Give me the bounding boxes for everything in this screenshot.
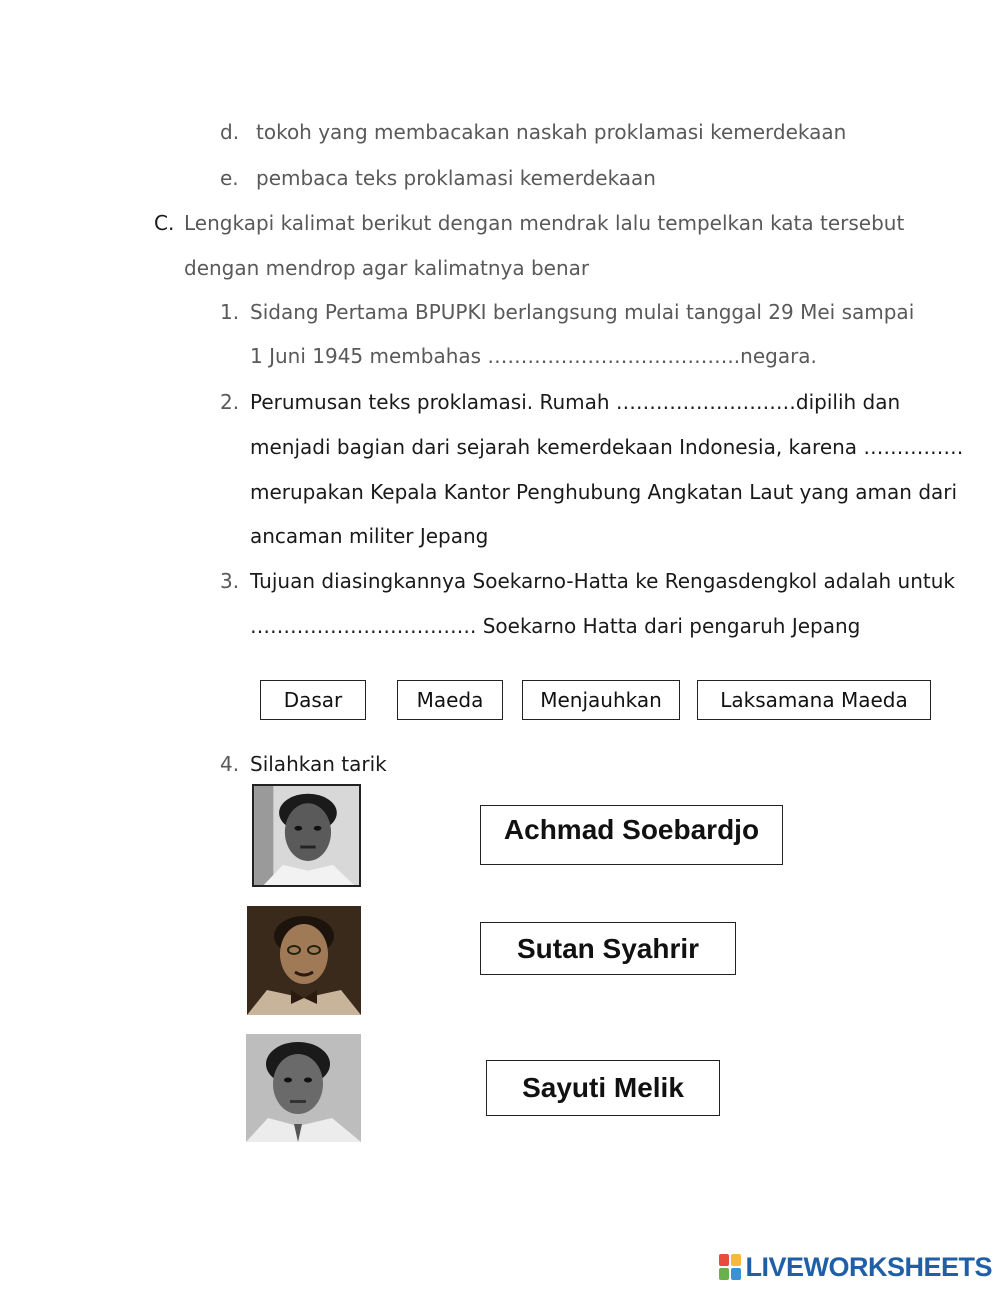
portrait-photo-2[interactable] bbox=[247, 906, 361, 1015]
question-3-line2: ……………………………. Soekarno Hatta dari pengaruh Jepang bbox=[250, 614, 861, 638]
portrait-photo-1[interactable] bbox=[252, 784, 361, 887]
name-achmad-soebardjo[interactable]: Achmad Soebardjo bbox=[480, 805, 783, 865]
portrait-photo-2-image bbox=[247, 906, 361, 1015]
liveworksheets-logo[interactable] bbox=[719, 1251, 992, 1283]
question-2-marker: 2. bbox=[220, 390, 240, 414]
question-1-marker: 1. bbox=[220, 300, 240, 324]
question-3-line1: Tujuan diasingkannya Soekarno-Hatta ke Rengasdengkol adalah untuk bbox=[250, 569, 955, 593]
question-2-line4: ancaman militer Jepang bbox=[250, 524, 489, 548]
word-laksamana-maeda[interactable]: Laksamana Maeda bbox=[697, 680, 931, 720]
liveworksheets-logo-icon bbox=[719, 1254, 741, 1280]
word-maeda[interactable]: Maeda bbox=[397, 680, 503, 720]
list-item-e: pembaca teks proklamasi kemerdekaan bbox=[256, 166, 656, 190]
question-1-line1: Sidang Pertama BPUPKI berlangsung mulai tanggal 29 Mei sampai bbox=[250, 300, 915, 324]
question-2-line1: Perumusan teks proklamasi. Rumah ………………………dipilih dan bbox=[250, 390, 901, 414]
list-item-d: tokoh yang membacakan naskah proklamasi kemerdekaan bbox=[256, 120, 847, 144]
question-1-line2: 1 Juni 1945 membahas ………………………………..negara. bbox=[250, 344, 817, 368]
name-sutan-syahrir[interactable]: Sutan Syahrir bbox=[480, 922, 736, 975]
portrait-photo-1-image bbox=[254, 786, 359, 885]
word-menjauhkan[interactable]: Menjauhkan bbox=[522, 680, 680, 720]
portrait-photo-3-image bbox=[246, 1034, 361, 1142]
word-dasar[interactable]: Dasar bbox=[260, 680, 366, 720]
question-4-text: Silahkan tarik bbox=[250, 752, 387, 776]
liveworksheets-logo-text: LIVEWORKSHEETS bbox=[745, 1251, 992, 1282]
question-2-line2: menjadi bagian dari sejarah kemerdekaan Indonesia, karena …………… bbox=[250, 435, 964, 459]
list-marker-d: d. bbox=[220, 120, 240, 144]
question-2-line3: merupakan Kepala Kantor Penghubung Angkatan Laut yang aman dari bbox=[250, 480, 958, 504]
section-c-marker: C. bbox=[154, 211, 175, 235]
question-3-marker: 3. bbox=[220, 569, 240, 593]
name-sayuti-melik[interactable]: Sayuti Melik bbox=[486, 1060, 720, 1116]
list-marker-e: e. bbox=[220, 166, 239, 190]
section-c-instruction-line1: Lengkapi kalimat berikut dengan mendrak lalu tempelkan kata tersebut bbox=[184, 211, 905, 235]
section-c-instruction-line2: dengan mendrop agar kalimatnya benar bbox=[184, 256, 590, 280]
question-4-marker: 4. bbox=[220, 752, 240, 776]
portrait-photo-3[interactable] bbox=[246, 1034, 361, 1142]
